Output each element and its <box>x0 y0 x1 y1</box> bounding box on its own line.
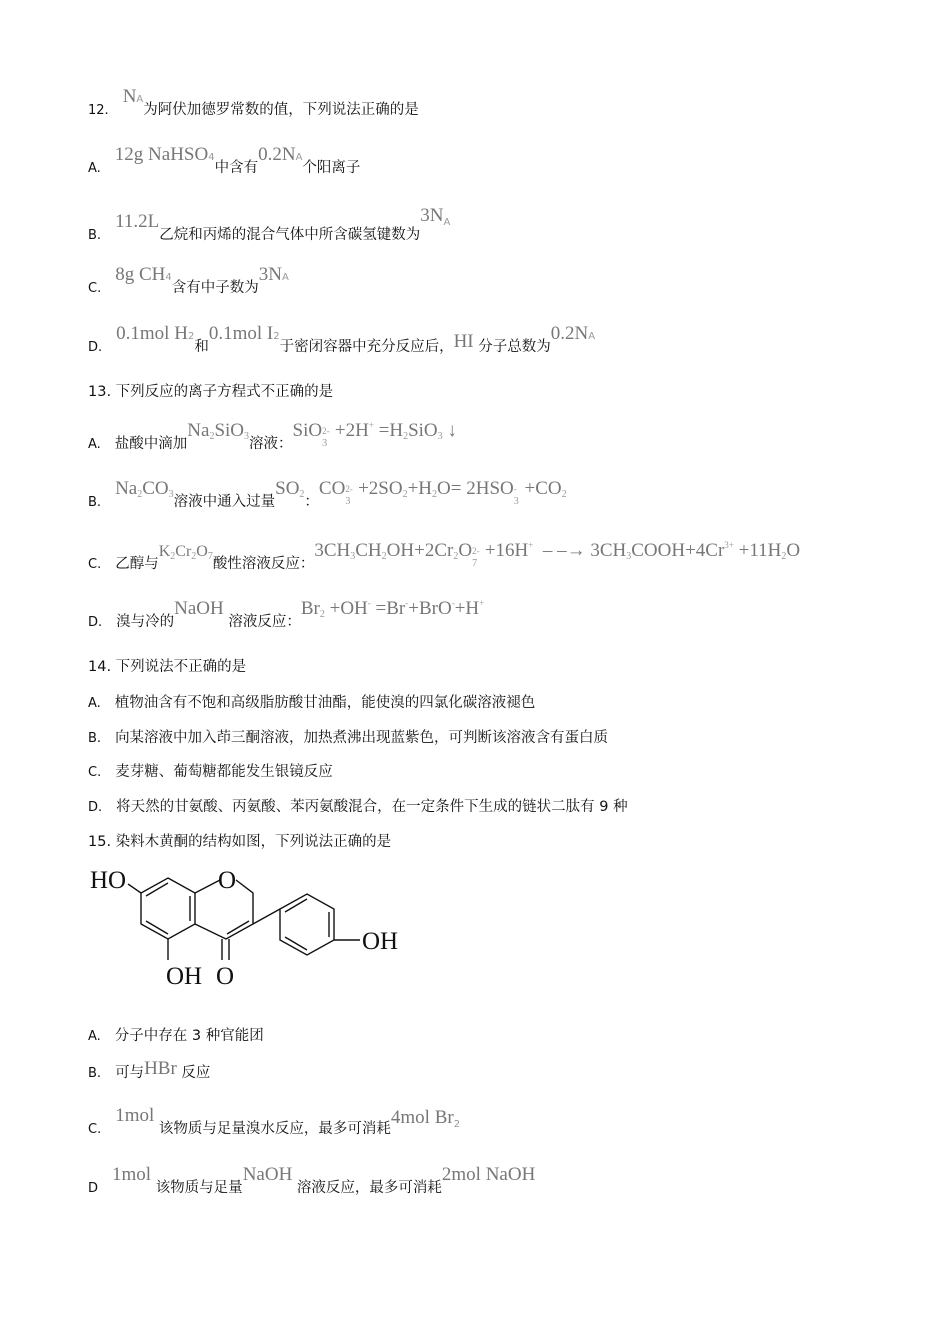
q12-stem-line: $12.N^A$为阿伏加德罗常数的值，下列说法正确的是 <box>88 86 419 118</box>
q14-option-a: A. 植物油含有不饱和高级脂肪酸甘油酯，能使溴的四氯化碳溶液褪色 <box>88 695 536 711</box>
q12-option-b: B.11.2L乙烷和丙烯的混合气体中所含碳氢键数为$3N^A$ <box>88 205 451 243</box>
q12-number: 12. <box>88 103 109 118</box>
q14-option-d: D. 将天然的甘氨酸、丙氨酸、苯丙氨酸混合，在一定条件下生成的链状二肽有 9 种 <box>88 799 628 815</box>
ring-a <box>141 878 195 939</box>
q12-option-c: C.8g $CH^4$含有中子数为$3N^A$ <box>88 264 289 296</box>
genistein-structure-diagram <box>88 860 418 995</box>
q13-stem: 13. 下列反应的离子方程式不正确的是 <box>88 384 334 400</box>
q12-stem: 为阿伏加德罗常数的值，下列说法正确的是 <box>143 102 419 118</box>
q13-d-equation: $Br_2 +OH^- =Br^-+BrO^-+H^+$ <box>300 598 485 620</box>
q12-na-symbol: N <box>122 86 137 107</box>
q12-option-d: D.0.1mol $H^2$和0.1mol $I^2$于密闭容器中充分反应后，HI 分子总数为$0.2N^A$ <box>88 323 596 355</box>
ring-b <box>280 894 334 955</box>
atom-o-ring: O <box>218 867 237 894</box>
q15-option-b: B. 可与HBr 反应 <box>88 1058 211 1081</box>
q13-option-d: D. 溴与冷的NaOH 溶液反应：$Br_2 +OH^- =Br^-+BrO^-+H^+$ <box>88 598 485 630</box>
q13-option-a: A. 盐酸中滴加$Na_2SiO_3$溶液：SiO 2- 3 $+2H^+ =H_2SiO_3$ ↓ <box>88 420 457 452</box>
q15-option-d: D1mol 该物质与足量NaOH 溶液反应，最多可消耗2mol NaOH <box>88 1164 536 1196</box>
q13-option-b: $B.Na_2CO_3$溶液中通入过量$SO_2$：CO 2- 3 $+2SO_2+H_2O= 2HSO$ - 3 $+CO_2$ <box>88 478 567 510</box>
atom-oh-bottom: OH <box>166 963 203 990</box>
q12-option-a: A.12g NaHSO$^4$中含有$0.2N^A$个阳离子 <box>88 144 361 176</box>
atom-oh-right: OH <box>362 928 399 955</box>
q15-option-c: C.1mol 该物质与足量溴水反应，最多可消耗4mol Br$^2$ <box>88 1105 461 1137</box>
q15-stem: 15. 染料木黄酮的结构如图，下列说法正确的是 <box>88 834 392 850</box>
q14-option-c: C. 麦芽糖、葡萄糖都能发生银镜反应 <box>88 764 333 780</box>
q14-stem: 14. 下列说法不正确的是 <box>88 659 247 675</box>
q13-option-c: C. 乙醇与$K_2Cr_2O_7$酸性溶液反应：$3CH_3CH_2OH+2Cr_2O$ 2- 7 +16H+ – –→ $3CH_3COOH+4Cr^{3+} +11H_2O$ <box>88 540 801 572</box>
q13-a-equation: SiO 2- 3 $+2H^+ =H_2SiO_3$ ↓ <box>292 420 457 449</box>
atom-ho-top: HO <box>90 867 127 894</box>
q13-b-equation: CO 2- 3 $+2SO_2+H_2O= 2HSO$ - 3 $+CO_2$ <box>318 478 567 507</box>
q14-option-b: B. 向某溶液中加入茚三酮溶液，加热煮沸出现蓝紫色，可判断该溶液含有蛋白质 <box>88 730 609 746</box>
q13-c-equation: $3CH_3CH_2OH+2Cr_2O$ 2- 7 +16H+ – –→ $3CH_3COOH+4Cr^{3+} +11H_2O$ <box>314 540 801 569</box>
q15-option-a: A. 分子中存在 3 种官能团 <box>88 1028 264 1044</box>
atom-o-ketone: O <box>216 963 235 990</box>
